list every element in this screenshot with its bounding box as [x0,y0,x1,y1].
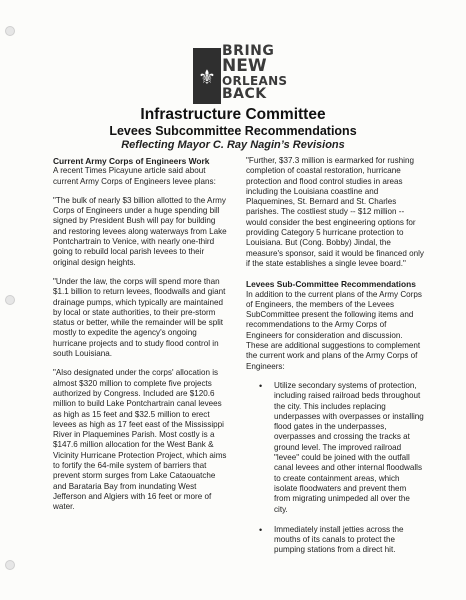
section-heading: Levees Sub-Committee Recommendations [246,279,416,290]
punch-hole [5,560,15,570]
right-column [246,156,424,566]
list-item [259,524,424,556]
recommendations-list [246,381,424,556]
paragraph: "Further, $37.3 million is earmarked for rushing completion of coastal restoration, hurricane protection and flood control studies in areas including the Louisiana coastline and Plaquemines, St. Bernard and St. Charles parishes. The costliest study -- $12 million -- would consider the best engineering options for providing Category 5 hurricane protection to Louisiana. But (Cong. Bobby) Jindal, the measure's sponsor, said it would be financed only if the state establishes a single levee board." [246,156,424,268]
logo-line: BRING [222,43,275,59]
bullet-icon: • [259,380,263,391]
logo-line: BACK [222,86,267,102]
paragraph: In addition to the current plans of the Army Corps of Engineers, the members of the Levees SubCommittee present the following items and recommendations to the Army Corps of Engineers for consideration and discussion. These are additional suggestions to complement the current work and plans of the Army Corps of Engineers: [246,289,422,371]
left-column [53,156,231,522]
section-heading: Current Army Corps of Engineers Work [53,156,210,166]
logo-line: ORLEANS [222,74,288,88]
logo-emblem [193,48,221,104]
list-item-text: Utilize secondary systems of protection, including raised railroad beds throughout the city. This includes replacing underpasses with overpasses or installing flood gates in the underpasses, overpasses and crossing the tracks at ground level. The improved railroad "levee" could be joined with the outfall canal levees and other internal floodwalls to create containment areas, which isolate floodwaters and prevent them from migrating unimpeded all over the city. [274,380,424,514]
bring-new-orleans-back-logo [193,43,288,108]
document-subtitle: Levees Subcommittee Recommendations [109,124,357,138]
list-item-text: Immediately install jetties across the mouths of its canals to protect the pumping stations from a direct hit. [274,524,404,555]
logo-line: NEW [222,56,267,76]
document-title: Infrastructure Committee [140,106,326,123]
paragraph: A recent Times Picayune article said about current Army Corps of Engineers levee plans: [53,166,216,186]
document-byline: Reflecting Mayor C. Ray Nagin’s Revisions [121,139,345,151]
paragraph: "Also designated under the corps' allocation is almost $320 million to complete five projects authorized by Congress. Included are $120.6 million to build Lake Pontchartrain canal levees as high as 15 feet and $32.5 million to erect levees as high as 17 feet east of the Mississippi River in Plaquemines Parish. Most costly is a $147.6 million allocation for the West Bank & Vicinity Hurricane Protection Project, which aims to fortify the 64-mile system of barriers that prevent storm surges from Lake Cataouatche and Barataria Bay from inundating West Jefferson and Algiers with 16 feet or more of water. [53,368,227,512]
fleur-de-lis-icon: ⚜ [198,65,216,89]
punch-hole [5,295,15,305]
paragraph: "Under the law, the corps will spend more than $1.1 billion to return levees, floodwalls and giant drainage pumps, which typically are maintained by local or state authorities, to their pre-storm status or better, while the remainder will be split mostly to expedite the agency's ongoing hurricane projects and to study flood control in south Louisiana. [53,276,226,359]
list-item [259,380,424,515]
bullet-icon: • [259,524,263,535]
binder-holes [5,0,15,600]
paragraph: "The bulk of nearly $3 billion allotted to the Army Corps of Engineers under a huge spending bill signed by President Bush will pay for building and restoring levees along waterways from Lake Pontchartrain to Venice, with nearly one-third going to rebuild local parish levees to their original design heights. [53,195,227,267]
punch-hole [5,26,15,36]
logo-wordmark [222,44,287,101]
